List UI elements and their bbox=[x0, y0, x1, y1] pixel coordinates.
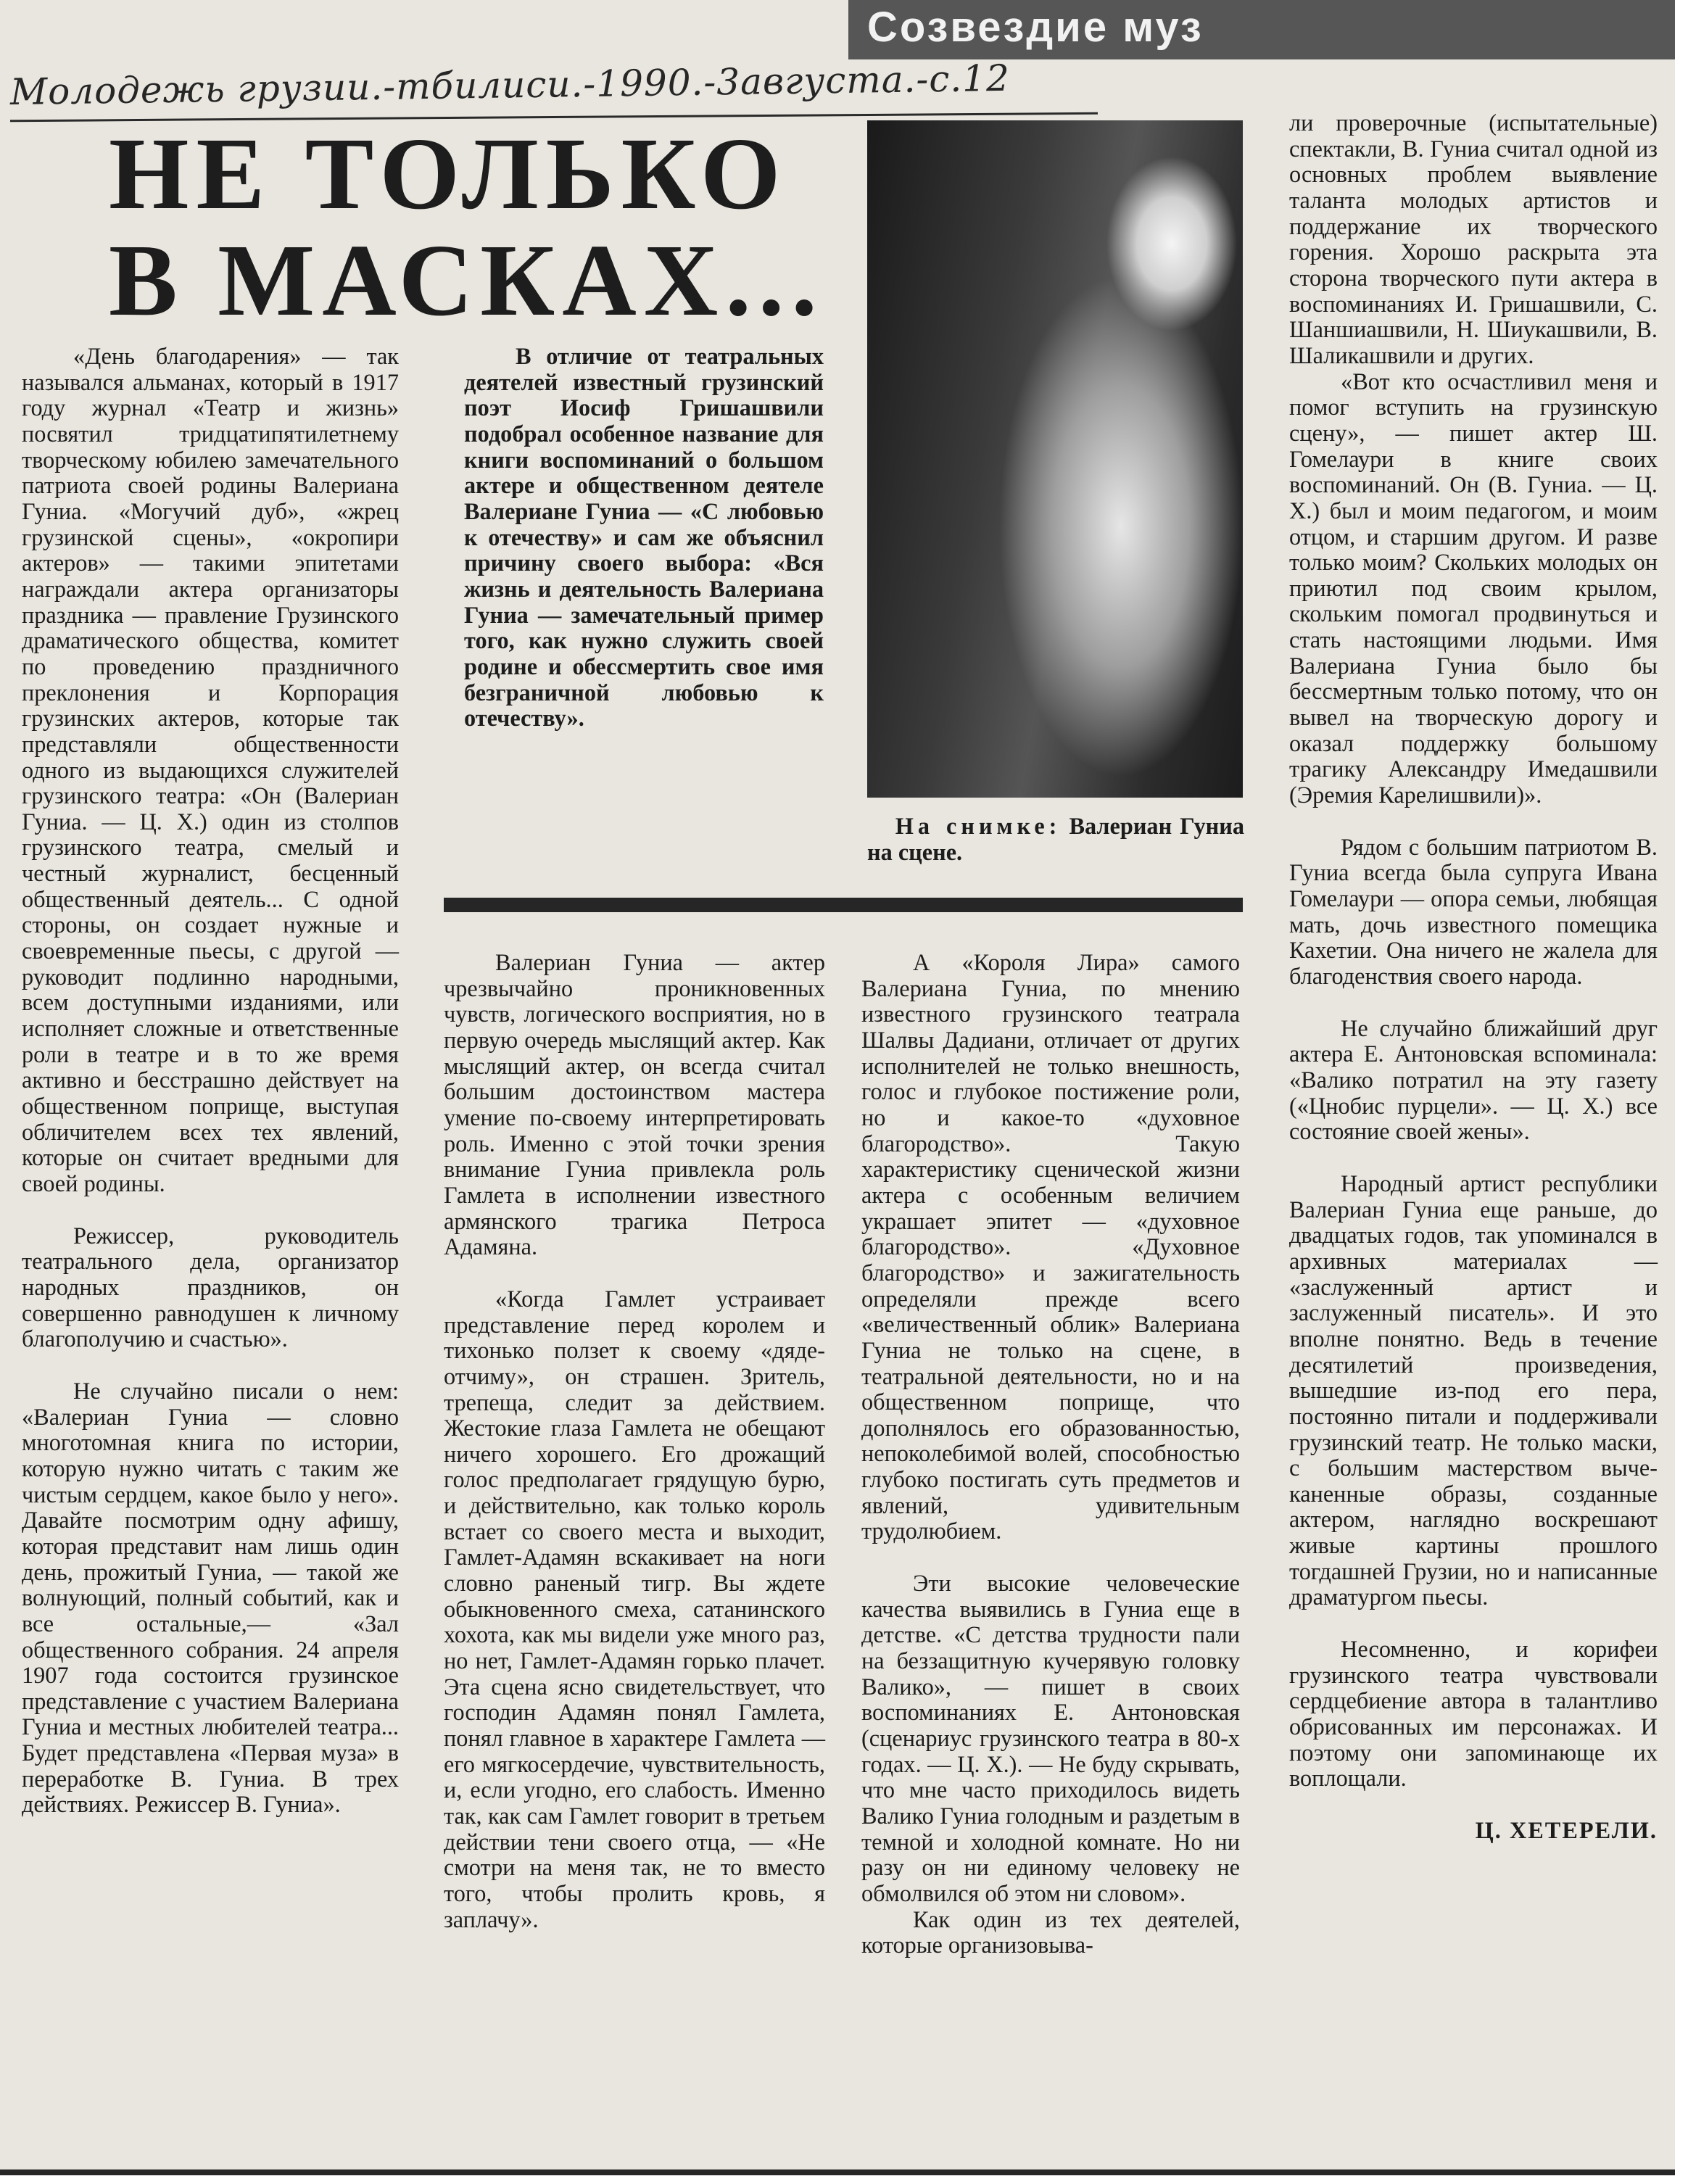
photo-caption bbox=[867, 814, 1244, 865]
col3-paragraph: Как один из тех деятелей, которые организовыва- bbox=[861, 1906, 1240, 1958]
caption-text: Валериан Гуниа на сцене. bbox=[867, 813, 1245, 865]
col1-paragraph: «День благодарения» — так назывался альманах, который в 1917 году журнал «Театр и жизнь» посвятил тридцатипятилетнему творческому юбилею замечательного патриота своей родины Валериана Гуниа. «Могучий дуб», «жрец грузинской сцены», «окропири актеров» — такими эпитетами награждали актера организаторы праздника — правление Грузинского драматического общества, комитет по проведению праздничного преклонения и Корпорация грузинских актеров, которые так представляли общественности одного из выдающихся служителей грузинского театра: «Он (Валериан Гуниа. — Ц. Х.) один из столпов грузинского театра, смелый и честный журналист, бесценный общественный деятель... С одной стороны, он создает нужные и своевременные пьесы, с другой — руководит подлинно народными, всем доступными изданиями, или исполняет сложные и ответственные роли в театре и в то же время активно и бесстрашно действует на общественном поприще, выступая обличителем всех тех явлений, которые он считает вредными для своей родины. bbox=[22, 343, 399, 1196]
col4-paragraph: Несомненно, и корифеи грузинского театра чувствовали сердцебиение автора в талантливо обрисованных им персонажах. И поэтому они запоминающе их воплощали. bbox=[1289, 1636, 1658, 1792]
column-4 bbox=[1289, 110, 1658, 1844]
col4-paragraph: Народный артист республики Валериан Гуниа еще раньше, до двадцатых годов, так упоминался в архивных материалах — «заслуженный артист и заслуженный писатель». И это вполне понятно. Ведь в течение десятилетий произведения, вышедшие из-под его пера, постоянно питали и поддерживали грузинский театр. Не только маски, с большим мастерством вычеканенные образы, созданные актером, наглядно воскрешают живые картины прошлого тогдашней Грузии, но и написанные драматургом пьесы. bbox=[1289, 1170, 1658, 1610]
headline-line-2: В МАСКАХ... bbox=[109, 223, 824, 337]
headline-line-1: НЕ ТОЛЬКО bbox=[109, 116, 788, 231]
caption-label: На снимке: bbox=[895, 813, 1062, 839]
col2-paragraph: Валериан Гуниа — актер чрезвычайно проникновенных чувств, логического восприятия, но в первую очередь мыслящий актер. Как мыслящий актер, он всегда считал большим достоинством мастера умение по-своему интерпретировать роль. Именно с этой точки зрения внимание Гуниа привлекла роль Гамлета в исполнении известного армянского трагика Петроса Адамяна. bbox=[444, 949, 825, 1260]
column-2 bbox=[444, 950, 825, 1932]
column-3 bbox=[861, 950, 1240, 1958]
horizontal-rule bbox=[444, 898, 1243, 912]
col2-paragraph: «Когда Гамлет устраивает представление перед королем и тихонько ползет к своему «дяде-отчиму», он страшен. Зритель, трепеща, следит за действием. Жестокие глаза Гамлета не обещают ничего хорошего. Его дрожащий голос предполагает грядущую бурю, и действительно, как только король встает со своего места и выходит, Гамлет-Адамян вскакивает на ноги словно раненый тигр. Вы ждете обыкновенного смеха, сатанинского хохота, как мы видели уже много раз, но нет, Гамлет-Адамян горько плачет. Эта сцена ясно свидетельствует, что господин Адамян понял Гамлета, понял главное в характере Гамлета — его мягкосердечие, чувствительность, и, если угодно, его слабость. Именно так, как сам Гамлет говорит в третьем действии тени своего отца, — «Не смотри на меня так, не то вместо того, чтобы пролить кровь, я заплачу». bbox=[444, 1285, 825, 1932]
bottom-rule bbox=[0, 2169, 1675, 2175]
col3-paragraph: Эти высокие человеческие качества выявились в Гуниа еще в детстве. «С детства трудности пали на беззащитную кучерявую головку Валико», — пишет в своих воспоминаниях Е. Антоновская (сценариус грузинского театра в 80-х годах. — Ц. Х.). — Не буду скрывать, что мне часто приходилось видеть Валико Гуниа голодным и раздетым в темной и холодной комнате. Но ни разу он ни единому человеку не обмолвился об этом ни словом». bbox=[861, 1570, 1240, 1906]
handwritten-source-note: Молодежь грузии.-тбилиси.-1990.-3августа.-с.12 bbox=[9, 57, 1011, 113]
lead-paragraph bbox=[464, 344, 824, 732]
col1-paragraph: Не случайно писали о нем: «Валериан Гуниа — словно многотомная книга по истории, которую нужно читать с таким же чистым сердцем, какое было у него». Давайте посмотрим одну афишу, которая представит нам лишь один день, прожитый Гуниа, — такой же волнующий, полный событий, как и все остальные,— «Зал общественного собрания. 24 апреля 1907 года состоится грузинское представление с участием Валериана Гуниа и местных любителей театра... Будет представлена «Первая муза» в переработке В. Гуниа. В трех действиях. Режиссер В. Гуниа». bbox=[22, 1377, 399, 1818]
col4-paragraph: «Вот кто осчастливил меня и помог вступить на грузинскую сцену», — пишет актер Ш. Гомелаури в книге своих воспоминаний. Он (В. Гуниа. — Ц. Х.) был и моим педагогом, и моим отцом, и старшим другом. И разве только моим? Скольких молодых он приютил под своим крылом, скольким помогал продвинуться и стать настоящими людьми. Имя Валериана Гуниа было бы бессмертным только потому, что он вывел на творческую дорогу и оказал поддержку большому трагику Александру Имедашвили (Эремия Карелишвили)». bbox=[1289, 368, 1658, 808]
col4-paragraph: ли проверочные (испытательные) спектакли, В. Гуниа считал одной из основных проблем выявление таланта молодых артистов и поддержание их творческого горения. Хорошо раскрыта эта сторона творческого пути актера в воспоминаниях И. Гришашвили, С. Шаншиашвили, Н. Шиукашвили, В. Шаликашвили и других. bbox=[1289, 109, 1658, 368]
col3-paragraph: А «Короля Лира» самого Валериана Гуниа, по мнению известного грузинского театрала Шалвы Дадиани, отличает от других исполнителей не только внешность, голос и глубокое постижение роли, но и какое-то «духовное благородство». Такую характеристику сценической жизни актера с особенным величием украшает эпитет — «духовное благородство». «Духовное благородство» и зажигательность определяли прежде всего «величественный облик» Валериана Гуниа не только на сцене, в театральной деятельности, но и на общественном поприще, что дополнялось его образованностью, непоколебимой волей, способностью глубоко постигать суть предметов и явлений, удивительным трудолюбием. bbox=[861, 949, 1240, 1544]
col1-paragraph: Режиссер, руководитель театрального дела, организатор народных праздников, он совершенно равнодушен к личному благополучию и счастью». bbox=[22, 1222, 399, 1352]
lead-text: В отличие от театральных деятелей известный грузинский поэт Иосиф Гришашвили подобрал особенное название для книги воспоминаний о большом актере и общественном деятеле Валериане Гуниа — «С любовью к отечеству» и сам же объяснил причину своего выбора: «Вся жизнь и деятельность Валериана Гуниа — замечательный пример того, как нужно служить своей родине и обессмертить свое имя безграничной любовью к отечеству». bbox=[464, 343, 824, 732]
section-title: Созвездие муз bbox=[867, 4, 1204, 51]
author-signature: Ц. ХЕТЕРЕЛИ. bbox=[1475, 1817, 1658, 1844]
col4-paragraph: Рядом с большим патриотом В. Гуниа всегда была супруга Ивана Гомелаури — опора семьи, любящая мать, дочь известного помещика Кахетии. Она ничего не жалела для благоденствия своего народа. bbox=[1289, 833, 1658, 989]
col4-paragraph: Не случайно ближайший друг актера Е. Антоновская вспоминала: «Валико потратил на эту газету («Цнобис пурцели». — Ц. Х.) все состояние своей жены». bbox=[1289, 1014, 1658, 1145]
column-1 bbox=[22, 344, 399, 1818]
actor-photo bbox=[867, 120, 1243, 798]
